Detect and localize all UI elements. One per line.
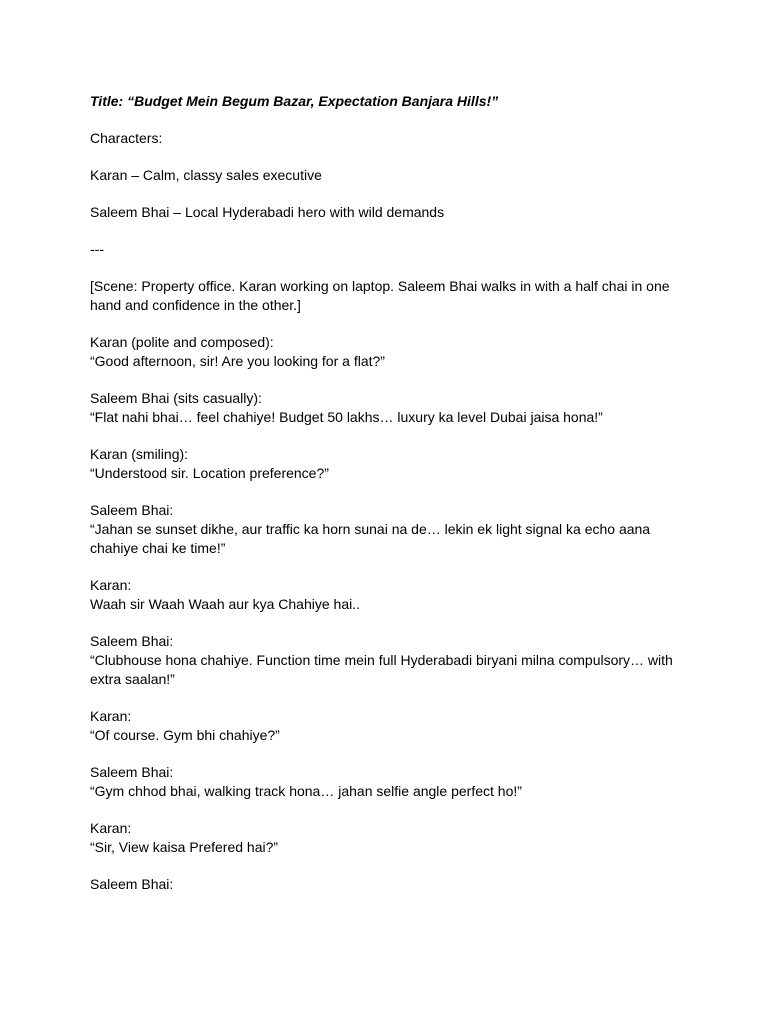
dialogue-line: “Good afternoon, sir! Are you looking for a flat?”	[90, 353, 385, 369]
dialogue-block	[90, 389, 690, 427]
section-divider: ---	[90, 241, 104, 257]
dialogue-block	[90, 445, 690, 483]
character-description: Saleem Bhai – Local Hyderabadi hero with wild demands	[90, 204, 445, 220]
dialogue-line: “Jahan se sunset dikhe, aur traffic ka horn sunai na de… lekin ek light signal ka echo aana chahiye chai ke time!”	[90, 521, 651, 556]
document-page	[90, 92, 690, 912]
dialogue-line: Waah sir Waah Waah aur kya Chahiye hai..	[90, 596, 361, 612]
speaker-label: Saleem Bhai:	[90, 764, 174, 780]
speaker-label: Karan (smiling):	[90, 446, 189, 462]
dialogue-block	[90, 763, 690, 801]
dialogue-block	[90, 333, 690, 371]
speaker-label: Karan:	[90, 577, 132, 593]
dialogue-line: “Clubhouse hona chahiye. Function time mein full Hyderabadi biryani milna compulsory… with extra saalan!”	[90, 652, 673, 687]
speaker-label: Karan:	[90, 708, 132, 724]
dialogue-line: “Of course. Gym bhi chahiye?”	[90, 727, 280, 743]
speaker-label: Saleem Bhai:	[90, 502, 174, 518]
dialogue-line: “Sir, View kaisa Prefered hai?”	[90, 839, 279, 855]
dialogue-block	[90, 632, 690, 689]
speaker-label: Karan (polite and composed):	[90, 334, 274, 350]
dialogue-line: “Gym chhod bhai, walking track hona… jahan selfie angle perfect ho!”	[90, 783, 522, 799]
dialogue-line: “Flat nahi bhai… feel chahiye! Budget 50 lakhs… luxury ka level Dubai jaisa hona!”	[90, 409, 603, 425]
dialogue-block	[90, 501, 690, 558]
characters-heading: Characters:	[90, 130, 163, 146]
dialogue-block	[90, 819, 690, 857]
speaker-label: Saleem Bhai (sits casually):	[90, 390, 262, 406]
speaker-label: Karan:	[90, 820, 132, 836]
scene-direction: [Scene: Property office. Karan working on laptop. Saleem Bhai walks in with a half chai in one hand and confidence in the other.]	[90, 278, 670, 313]
speaker-label: Saleem Bhai:	[90, 633, 174, 649]
character-description: Karan – Calm, classy sales executive	[90, 167, 322, 183]
dialogue-block	[90, 875, 690, 894]
dialogue-line: “Understood sir. Location preference?”	[90, 465, 329, 481]
dialogue-block	[90, 707, 690, 745]
dialogue-block	[90, 576, 690, 614]
speaker-label: Saleem Bhai:	[90, 876, 174, 892]
document-title: Title: “Budget Mein Begum Bazar, Expectation Banjara Hills!”	[90, 93, 499, 109]
